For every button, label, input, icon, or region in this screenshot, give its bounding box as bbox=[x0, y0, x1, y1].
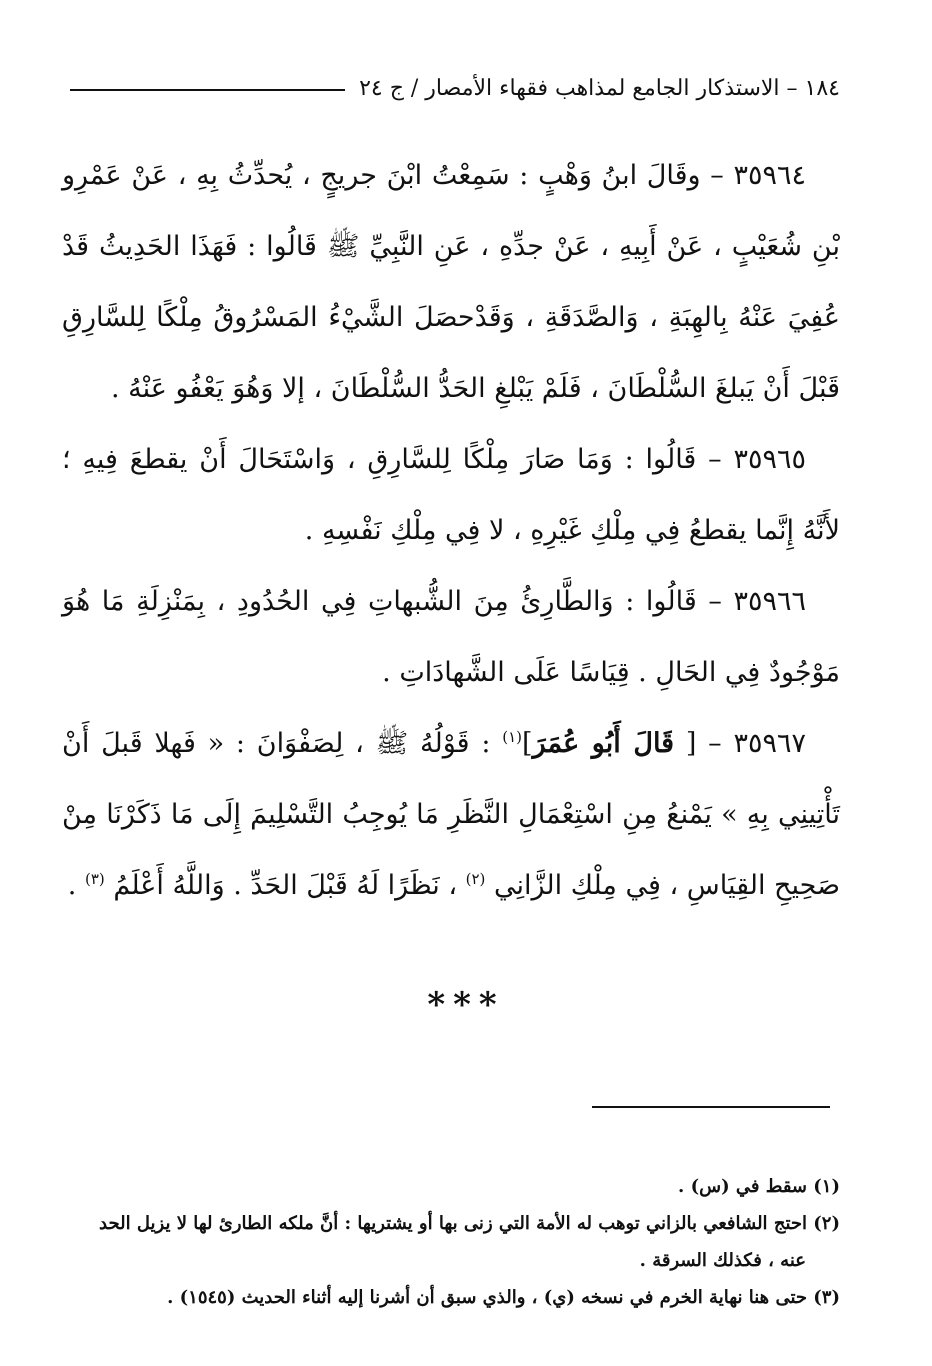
header-title: ١٨٤ – الاستذكار الجامع لمذاهب فقهاء الأمصار / ج ٢٤ bbox=[359, 75, 840, 101]
footnote-ref-3[interactable]: (٣) bbox=[84, 870, 105, 888]
running-header bbox=[70, 68, 840, 108]
paragraph-number: ٣٥٩٦٥ bbox=[733, 444, 806, 475]
paragraph-text-2: ، نَظَرًا لَهُ قَبْلَ الحَدِّ . وَاللَّهُ أَعْلَمُ bbox=[113, 870, 458, 901]
paragraph-text: – قَالُوا : وَمَا صَارَ مِلْكًا لِلسَّارِقِ ، وَاسْتَحَالَ أَنْ يقطعَ فِيهِ ؛ لأَنَّهُ إِنَّما يقطعُ فِي مِلْكِ غَيْرِهِ ، لا فِي مِلْكِ نَفْسِهِ . bbox=[62, 444, 840, 546]
footnote-2: (٢) احتج الشافعي بالزاني توهب له الأمة التي زنى بها أو يشتريها : أنَّ ملكه الطارئ لها لا يزيل الحد bbox=[99, 1213, 840, 1234]
footnote-3: (٣) حتى هنا نهاية الخرم في نسخه (ي) ، والذي سبق أن أشرنا إليه أثناء الحديث (١٥٤٥) . bbox=[167, 1287, 840, 1308]
main-text bbox=[62, 140, 840, 921]
footnotes bbox=[60, 1168, 840, 1316]
footnote-ref-1[interactable]: (١) bbox=[502, 728, 523, 746]
header-rule bbox=[70, 89, 345, 91]
paragraph-35964 bbox=[62, 140, 840, 424]
paragraph-number: ٣٥٩٦٦ bbox=[733, 586, 806, 617]
footnote-1: (١) سقط في (س) . bbox=[678, 1176, 840, 1197]
section-divider: *** bbox=[427, 985, 505, 1025]
footnote-2-continuation: عنه ، فكذلك السرقة . bbox=[639, 1250, 806, 1271]
paragraph-35967 bbox=[62, 708, 840, 921]
footnote-ref-2[interactable]: (٢) bbox=[465, 870, 486, 888]
paragraph-number: ٣٥٩٦٧ bbox=[733, 728, 806, 759]
paragraph-35965 bbox=[62, 424, 840, 566]
paragraph-text: – وقَالَ ابنُ وَهْبٍ : سَمِعْتُ ابْنَ جريجٍ ، يُحدِّثُ بِهِ ، عَنْ عَمْرِو بْنِ شُعَيْبٍ ، عَنْ أَبِيهِ ، عَنْ جدِّهِ ، عَنِ النَّبِيِّ ﷺ قَالُوا : فَهَذَا الحَدِيثُ قَدْ عُفِيَ عَنْهُ بِالهِبَةِ ، وَالصَّدَقَةِ ، وَقَدْحصَلَ الشَّيْءُ المَسْرُوقُ مِلْكًا لِلسَّارِقِ قَبْلَ أَنْ يَبلغَ السُّلْطَانَ ، فَلَمْ يَبْلغِ الحَدُّ السُّلْطَانَ ، إلا وَهُوَ يَعْفُو عَنْهُ . bbox=[62, 160, 840, 404]
paragraph-text-3: . bbox=[67, 870, 77, 901]
footnote-rule bbox=[592, 1106, 830, 1108]
bracket-close: ] bbox=[522, 728, 533, 759]
paragraph-35966 bbox=[62, 566, 840, 708]
paragraph-text: – قَالُوا : وَالطَّارِئُ مِنَ الشُّبهاتِ فِي الحُدُودِ ، بِمَنْزِلَةِ مَا هُوَ مَوْجُودٌ فِي الحَالِ . قِيَاسًا عَلَى الشَّهادَاتِ . bbox=[62, 586, 840, 688]
bracket-open: – [ bbox=[685, 728, 722, 759]
paragraph-text: : قَوْلُهُ ﷺ ، لِصَفْوَانَ : « فَهلا قَبلَ أَنْ تَأْتِينِي بِهِ » يَمْنعُ مِنِ اسْتِعْمَالِ النَّظَرِ مَا يُوجِبُ التَّسْلِيمَ إِلَى مَا ذَكَرْنَا مِنْ صَحِيحِ القِيَاسِ ، فِي مِلْكِ الزَّانِي bbox=[62, 728, 840, 901]
paragraph-number: ٣٥٩٦٤ bbox=[733, 160, 806, 191]
speaker-label: قَالَ أَبُو عُمَرَ bbox=[532, 728, 675, 759]
